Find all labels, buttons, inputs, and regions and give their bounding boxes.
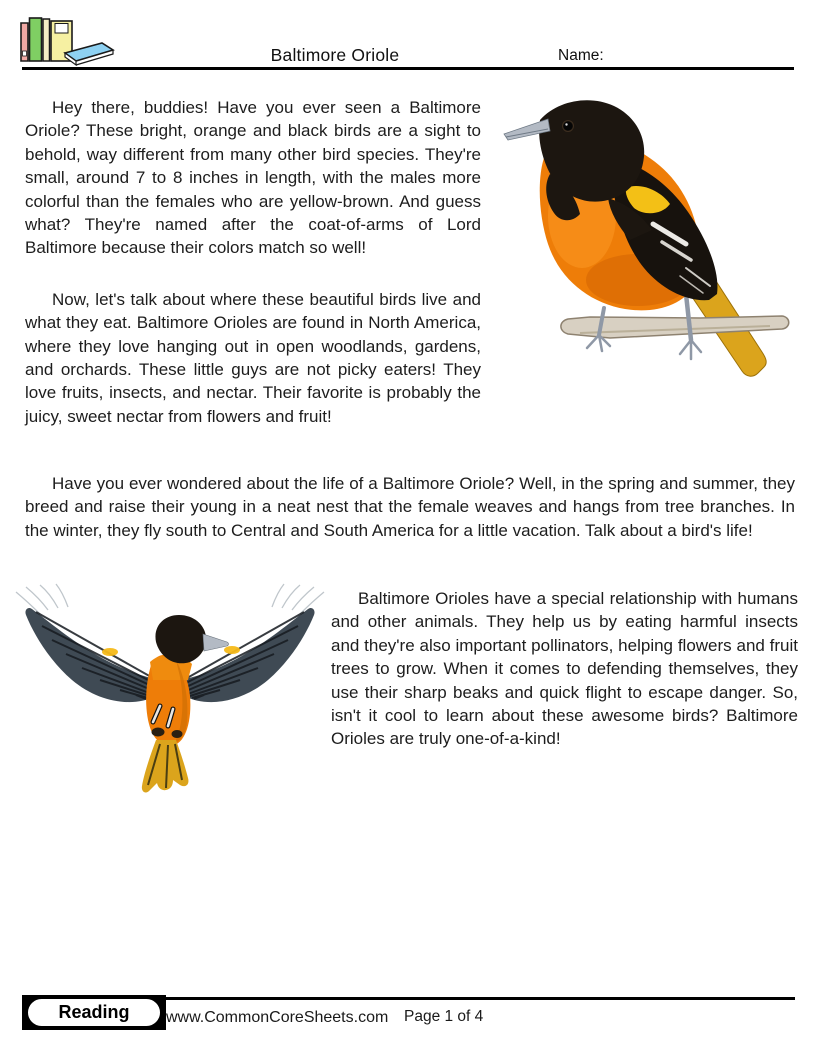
passage-paragraph-4: Baltimore Orioles have a special relationship with humans and other animals. They help us by eating harmful insects and they're also important pollinators, helping flowers and fruit trees to grow. When it comes to defending themselves, they use their sharp beaks and quick flight to escape danger. So, isn't it cool to learn about these awesome birds? Baltimore Orioles are truly one-of-a-kind! xyxy=(331,589,798,749)
page-indicator: Page 1 of 4 xyxy=(404,1008,484,1025)
reading-badge xyxy=(22,995,166,1030)
passage-paragraph-3: Have you ever wondered about the life of a Baltimore Oriole? Well, in the spring and summer, they breed and raise their young in a neat nest that the female weaves and hangs from tree branches. In the winter, they fly south to Central and South America for a little vacation. Talk about a bird's life! xyxy=(25,474,795,540)
name-label: Name: xyxy=(558,47,604,64)
flying-oriole-image xyxy=(10,582,330,812)
page-title: Baltimore Oriole xyxy=(270,45,400,65)
header-rule xyxy=(22,67,794,70)
passage-paragraph-2: Now, let's talk about where these beautiful birds live and what they eat. Baltimore Orioles are found in North America, where they love hanging out in open woodlands, gardens, and orchards. These little guys are not picky eaters! They love fruits, insects, and nectar. Their favorite is probably the juicy, sweet nectar from flowers and fruit! xyxy=(25,289,481,426)
website-link[interactable]: www.CommonCoreSheets.com xyxy=(166,1009,389,1026)
passage-paragraph-1: Hey there, buddies! Have you ever seen a Baltimore Oriole? These bright, orange and black birds are a sight to behold, way different from many other bird species. They're small, around 7 to 8 inches in length, with the males more colorful than the females who are yellow-brown. And guess what? They're named after the coat-of-arms of Lord Baltimore because their colors match so well! xyxy=(25,98,481,258)
books-logo-icon xyxy=(16,12,120,70)
perched-oriole-image xyxy=(490,88,810,398)
reading-badge-label: Reading xyxy=(58,1002,130,1022)
reading-badge-pill xyxy=(28,999,160,1026)
passage-column xyxy=(25,96,481,428)
